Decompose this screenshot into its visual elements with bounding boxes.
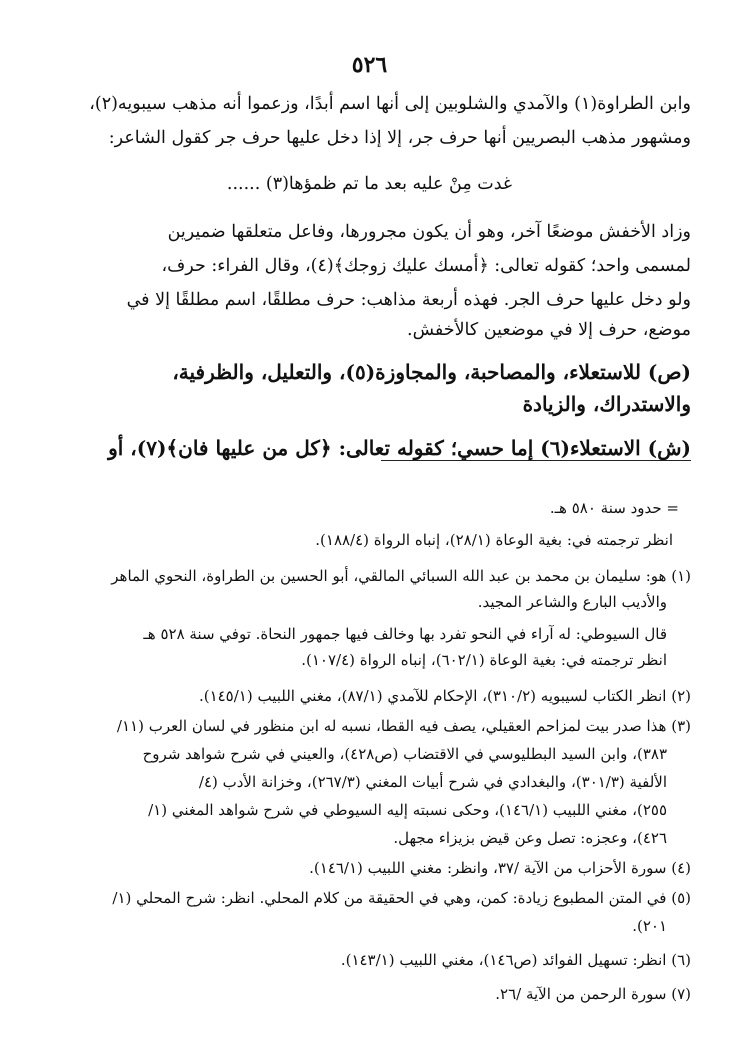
matn-line-2: والاستدراك، والزيادة <box>522 392 691 416</box>
matn-line-1: (ص) للاستعلاء، والمصاحبة، والمجاوزة(٥)، والتعليل، والظرفية، <box>172 360 691 384</box>
footnote-line: والأديب البارع والشاعر المجيد. <box>477 593 667 611</box>
footnote-line: قال السيوطي: له آراء في النحو تفرد بها وخالف فيها جمهور النحاة. توفي سنة ٥٢٨ هـ <box>143 625 667 643</box>
main-text-line-2: ومشهور مذهب البصريين أنها حرف جر، إلا إذا دخل عليها حرف جر كقول الشاعر: <box>108 128 691 148</box>
footnote-line: ٢٥٥)، مغني اللبيب (١٤٦/١)، وحكى نسبته إليه السيوطي في شرح شواهد المغني (١/ <box>148 801 667 819</box>
footnote-line: ٢٠١). <box>632 917 667 935</box>
footnote-line: ٤٢٦)، وعجزه: تصل وعن قيض بزيزاء مجهل. <box>393 829 667 847</box>
footnote-line: (٥) في المتن المطبوع زيادة: كمن، وهي في الحقيقة من كلام المحلي. انظر: شرح المحلي (١/ <box>112 889 691 907</box>
main-text-line-7: موضع، حرف إلا في موضعين كالأخفش. <box>407 320 691 340</box>
footnote-line: (٦) انظر: تسهيل الفوائد (ص١٤٦)، مغني اللبيب (١٤٣/١). <box>340 951 691 969</box>
footnote-line: (٤) سورة الأحزاب من الآية /٣٧، وانظر: مغني اللبيب (١٤٦/١). <box>309 859 691 877</box>
sharh-line: (ش) الاستعلاء(٦) إما حسي؛ كقوله تعالى: ﴿كل من عليها فان﴾(٧)، أو <box>108 436 691 460</box>
main-text-line-4: وزاد الأخفش موضعًا آخر، وهو أن يكون مجرورها، وفاعل متعلقها ضميرين <box>167 222 691 242</box>
footnote-line: انظر ترجمته في: بغية الوعاة (٢٨/١)، إنباه الرواة (١٨٨/٤). <box>315 531 673 549</box>
footnote-line: ٣٨٣)، وابن السيد البطليوسي في الاقتضاب (ص٤٢٨)، والعيني في شرح شواهد شروح <box>142 745 667 763</box>
main-text-line-5: لمسمى واحد؛ كقوله تعالى: ﴿أمسك عليك زوجك﴾(٤)، وقال الفراء: حرف، <box>161 256 691 276</box>
main-text-line-1: وابن الطراوة(١) والآمدي والشلوبين إلى أنها اسم أبدًا، وزعموا أنه مذهب سيبويه(٢)، <box>89 94 691 114</box>
poetry-verse: غدت مِنْ عليه بعد ما تم ظمؤها(٣) ...... <box>226 174 513 194</box>
footnote-line: (٣) هذا صدر بيت لمزاحم العقيلي، يصف فيه القطا، نسبه له ابن منظور في لسان العرب (١١/ <box>116 717 691 735</box>
footnote-line: (٧) سورة الرحمن من الآية /٢٦. <box>495 985 691 1003</box>
footnote-separator <box>381 460 691 461</box>
footnote-line: = حدود سنة ٥٨٠ هـ. <box>549 499 679 517</box>
page-number: ٥٢٦ <box>351 52 388 78</box>
footnote-line: (٢) انظر الكتاب لسيبويه (٣١٠/٢)، الإحكام للآمدي (٨٧/١)، مغني اللبيب (١٤٥/١). <box>198 687 691 705</box>
main-text-line-6: ولو دخل عليها حرف الجر. فهذه أربعة مذاهب: حرف مطلقًا، اسم مطلقًا إلا في <box>126 290 691 310</box>
footnote-line: (١) هو: سليمان بن محمد بن عبد الله السبائي المالقي، أبو الحسين بن الطراوة، النحوي الماهر <box>111 567 691 585</box>
footnote-line: الألفية (٣٠١/٣)، والبغدادي في شرح أبيات المغني (٢٦٧/٣)، وخزانة الأدب (٤/ <box>198 773 667 791</box>
footnote-line: انظر ترجمته في: بغية الوعاة (٦٠٢/١)، إنباه الرواة (١٠٧/٤). <box>301 651 667 669</box>
